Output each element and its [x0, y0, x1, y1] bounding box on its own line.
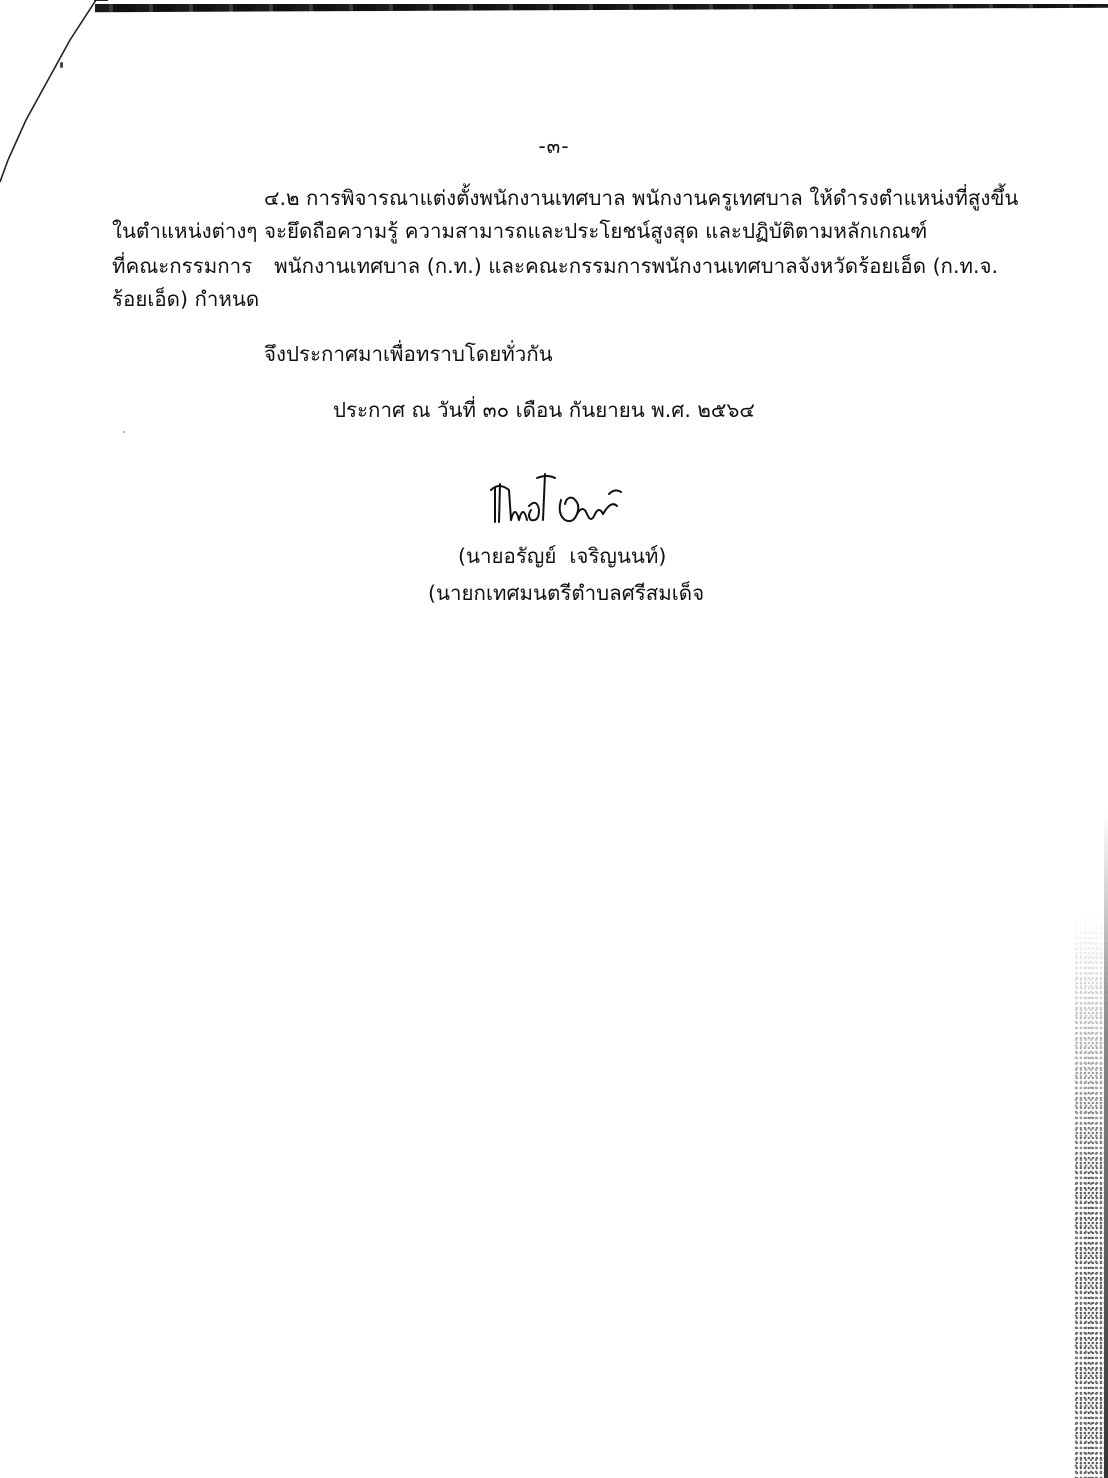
closing-statement: จึงประกาศมาเพื่อทราบโดยทั่วกัน [264, 342, 553, 366]
paragraph-line-1: ๔.๒ การพิจารณาแต่งตั้งพนักงานเทศบาล พนักงานครูเทศบาล ให้ดำรงตำแหน่งที่สูงขึ้น [264, 186, 1019, 210]
paragraph-line-4: ร้อยเอ็ด) กำหนด [112, 287, 260, 311]
scan-edge-right-line [1104, 0, 1108, 1478]
scan-corner-fold [0, 0, 110, 200]
announcement-date: ประกาศ ณ วันที่ ๓๐ เดือน กันยายน พ.ศ. ๒๕๖๔ [333, 398, 755, 422]
page-number: -๓- [538, 134, 570, 158]
paragraph-line-3-part-a: ที่คณะกรรมการ [112, 254, 253, 278]
handwritten-signature [487, 470, 627, 530]
paragraph-line-3 [112, 251, 998, 282]
scan-speck-faint [123, 431, 125, 433]
paragraph-line-2: ในตำแหน่งต่างๆ จะยึดถือความรู้ ความสามารถและประโยชน์สูงสุด และปฏิบัติตามหลักเกณฑ์ [112, 219, 928, 243]
paragraph-line-3-part-b: พนักงานเทศบาล (ก.ท.) และคณะกรรมการพนักงานเทศบาลจังหวัดร้อยเอ็ด (ก.ท.จ. [274, 254, 999, 278]
scan-edge-top-highlight [93, 0, 1108, 4]
scan-speck [60, 62, 63, 68]
signer-title: (นายกเทศมนตรีตำบลศรีสมเด็จ [428, 581, 705, 605]
signer-name: (นายอรัญย์ เจริญนนท์) [458, 544, 667, 568]
scan-edge-right-noise [1074, 0, 1108, 1478]
